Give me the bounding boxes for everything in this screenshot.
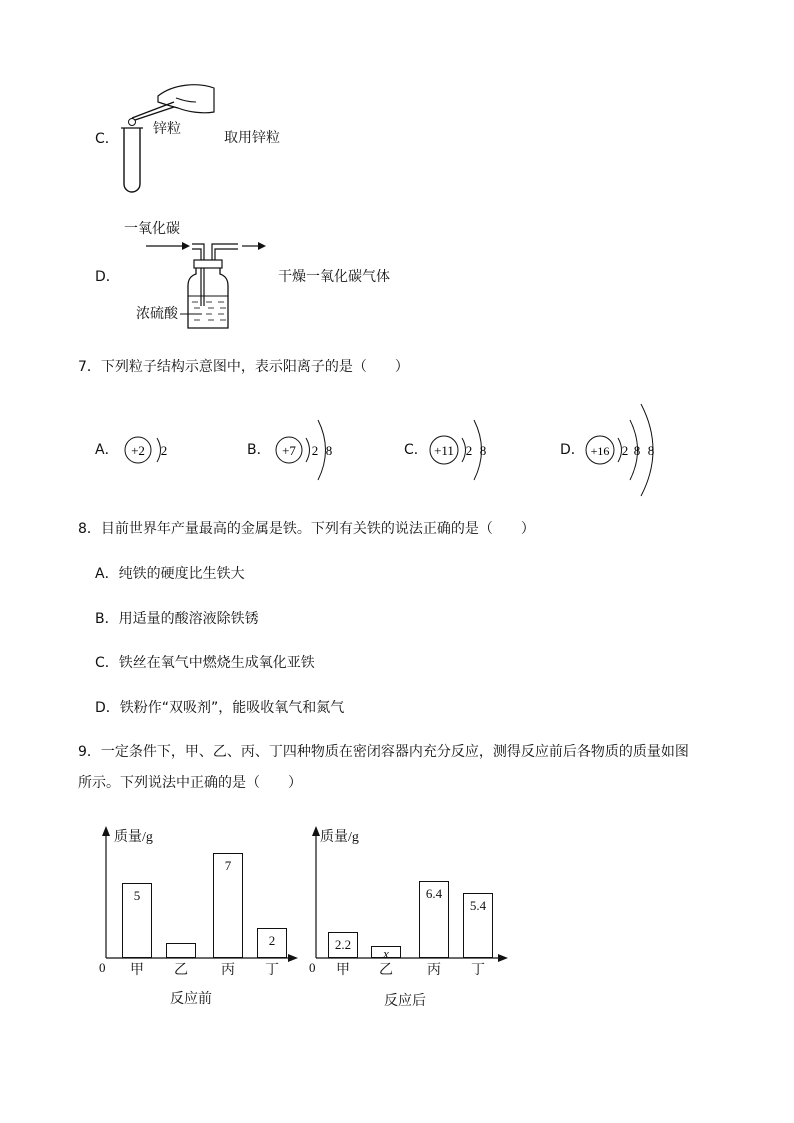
nucleus-charge-c: +11 xyxy=(434,443,454,458)
atom-diagram-a xyxy=(124,430,174,470)
category-label: 丁 xyxy=(265,962,279,978)
q7-option-c-letter: C． xyxy=(404,442,428,458)
chart-before-ylabel: 质量/g xyxy=(114,830,153,845)
atom-diagram-b xyxy=(275,414,345,486)
carbon-monoxide-label: 一氧化碳 xyxy=(124,221,180,237)
shell-b-2: 8 xyxy=(325,443,333,458)
atom-diagram-d xyxy=(585,402,675,498)
sulfuric-acid-label: 浓硫酸 xyxy=(136,306,178,322)
bar-value-label: x xyxy=(383,946,389,961)
test-tube-tweezers-illustration xyxy=(118,78,218,198)
q7-option-b-letter: B． xyxy=(247,442,271,458)
bar-乙 xyxy=(371,946,401,961)
category-label: 甲 xyxy=(130,962,144,978)
q8-option-c: C．铁丝在氧气中燃烧生成氧化亚铁 xyxy=(95,655,315,671)
q7-option-a-letter: A． xyxy=(95,442,119,458)
chart-before-bars xyxy=(96,826,306,976)
q9-stem-line2: 所示。下列说法中正确的是（ ） xyxy=(78,775,302,791)
category-label: 丁 xyxy=(471,962,485,978)
nucleus-charge-d: +16 xyxy=(590,444,610,458)
category-label: 乙 xyxy=(174,962,188,978)
bar-value-label: 5.4 xyxy=(469,898,487,914)
zinc-label: 锌粒 xyxy=(153,121,181,137)
chart-after-title: 反应后 xyxy=(384,993,426,1009)
q8-option-b: B．用适量的酸溶液除铁锈 xyxy=(95,611,259,627)
shell-a-1: 2 xyxy=(160,443,168,458)
chart-before xyxy=(96,826,306,1016)
bar-value-label: 2.2 xyxy=(334,936,352,952)
chart-after-origin: 0 xyxy=(309,960,316,975)
bar-丙 xyxy=(213,853,243,958)
q6-option-c-text: 取用锌粒 xyxy=(224,130,280,146)
q6-option-d-letter: D． xyxy=(95,269,120,285)
bar-value-label: 7 xyxy=(224,858,232,873)
q7-stem: 7．下列粒子结构示意图中，表示阳离子的是（ ） xyxy=(78,359,409,375)
bar-甲 xyxy=(328,932,358,958)
bar-丙 xyxy=(419,881,449,958)
q9-stem-line1: 9．一定条件下，甲、乙、丙、丁四种物质在密闭容器内充分反应，测得反应前后各物质的质量如图 xyxy=(78,744,689,760)
chart-before-origin: 0 xyxy=(99,960,106,975)
bar-value-label: 5 xyxy=(133,888,141,903)
bar-乙 xyxy=(166,943,196,958)
bar-value-label: 2 xyxy=(268,933,276,948)
category-label: 丙 xyxy=(427,962,441,978)
q8-stem: 8．目前世界年产量最高的金属是铁。下列有关铁的说法正确的是（ ） xyxy=(78,521,535,537)
atom-diagram-c xyxy=(429,414,499,486)
q6-option-d-text: 干燥一氧化碳气体 xyxy=(278,269,390,285)
shell-c-1: 2 xyxy=(465,443,473,458)
shell-d-3: 8 xyxy=(647,443,655,458)
q8-option-d: D．铁粉作“双吸剂”，能吸收氧气和氮气 xyxy=(95,700,345,716)
bar-甲 xyxy=(122,883,152,958)
chart-after xyxy=(306,826,516,1016)
bar-丁 xyxy=(257,928,287,958)
nucleus-charge-b: +7 xyxy=(282,443,296,458)
chart-after-bars xyxy=(306,826,516,976)
shell-d-2: 8 xyxy=(633,443,641,458)
bar-value-label: 6.4 xyxy=(425,886,443,902)
shell-d-1: 2 xyxy=(621,443,629,458)
shell-b-1: 2 xyxy=(311,443,319,458)
category-label: 乙 xyxy=(379,962,393,978)
shell-c-2: 8 xyxy=(479,443,487,458)
q7-option-d-letter: D． xyxy=(560,442,585,458)
chart-after-ylabel: 质量/g xyxy=(320,830,359,845)
category-label: 甲 xyxy=(336,962,350,978)
chart-before-title: 反应前 xyxy=(170,991,212,1007)
q6-option-c-letter: C． xyxy=(95,131,119,147)
q8-option-a: A．纯铁的硬度比生铁大 xyxy=(95,566,245,582)
nucleus-charge-a: +2 xyxy=(131,443,145,458)
category-label: 丙 xyxy=(221,962,235,978)
bar-丁 xyxy=(463,893,493,958)
